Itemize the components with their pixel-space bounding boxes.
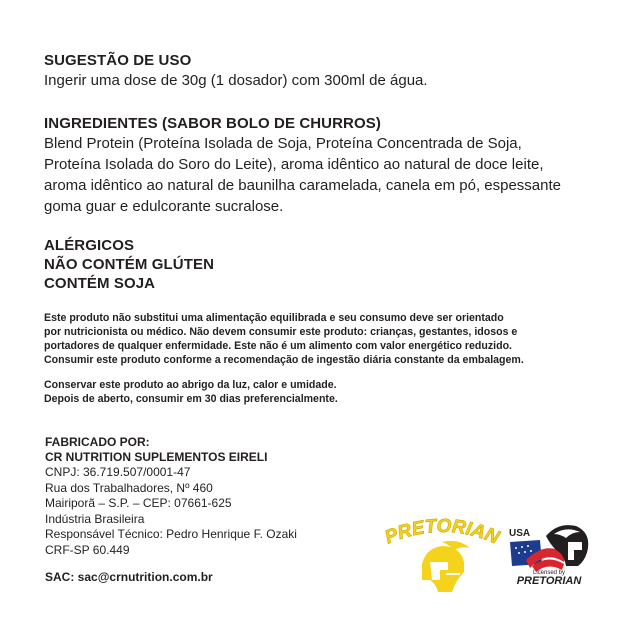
manufacturer-cnpj: CNPJ: 36.719.507/0001-47 [45, 465, 191, 479]
storage-line: Depois de aberto, consumir em 30 dias preferencialmente. [44, 393, 338, 405]
pretorian-logo [382, 514, 502, 596]
storage-line: Conservar este produto ao abrigo da luz, calor e umidade. [44, 379, 337, 391]
manufacturer-origin: Indústria Brasileira [45, 511, 145, 526]
warning-line: Consumir este produto conforme a recomendação de ingestão diária constante da embalagem. [44, 354, 524, 366]
allergens-section [44, 236, 214, 293]
manufacturer-street: Rua dos Trabalhadores, Nº 460 [45, 480, 213, 495]
storage-section [44, 378, 338, 406]
warning-section [44, 311, 524, 367]
pretorian-wordmark: PRETORIAN [382, 515, 502, 549]
licensed-brand-label: PRETORIAN [516, 575, 582, 586]
helmet-icon [422, 541, 470, 592]
usage-title: SUGESTÃO DE USO [44, 52, 192, 69]
ingredients-section [44, 114, 561, 217]
licensed-by-label: Licensed by [532, 570, 566, 576]
ingredients-line: goma guar e edulcorante sucralose. [44, 198, 284, 215]
manufacturer-section [45, 435, 297, 558]
manufacturer-company: CR NUTRITION SUPLEMENTOS EIRELI [45, 450, 268, 464]
warning-line: portadores de qualquer enfermidade. Este não é um alimento com valor energético reduzido. [44, 340, 512, 352]
ingredients-line: aroma idêntico ao natural de baunilha caramelada, canela em pó, espessante [44, 177, 562, 194]
contains-soy-statement: CONTÉM SOJA [44, 275, 156, 292]
usage-section [44, 51, 428, 91]
usa-licensed-logo [506, 520, 592, 586]
usa-label: USA [509, 528, 531, 539]
manufacturer-city: Mairiporã – S.P. – CEP: 07661-625 [45, 496, 232, 510]
usage-text: Ingerir uma dose de 30g (1 dosador) com 300ml de água. [44, 72, 428, 89]
ingredients-line: Blend Protein (Proteína Isolada de Soja, Proteína Concentrada de Soja, [44, 135, 522, 152]
warning-line: Este produto não substitui uma alimentação equilibrada e seu consumo deve ser orientado [44, 312, 504, 324]
gluten-free-statement: NÃO CONTÉM GLÚTEN [44, 256, 215, 273]
manufacturer-title: FABRICADO POR: [45, 435, 150, 449]
customer-service: SAC: sac@crnutrition.com.br [45, 570, 213, 584]
warning-line: por nutricionista ou médico. Não devem consumir este produto: crianças, gestantes, idosos e [44, 326, 518, 338]
allergens-title: ALÉRGICOS [44, 237, 135, 254]
ingredients-line: Proteína Isolada do Soro do Leite), aroma idêntico ao natural de doce leite, [44, 156, 544, 173]
ingredients-title: INGREDIENTES (SABOR BOLO DE CHURROS) [44, 115, 381, 132]
technical-responsible: Responsável Técnico: Pedro Henrique F. Ozaki [45, 527, 297, 541]
crf-number: CRF-SP 60.449 [45, 542, 130, 557]
